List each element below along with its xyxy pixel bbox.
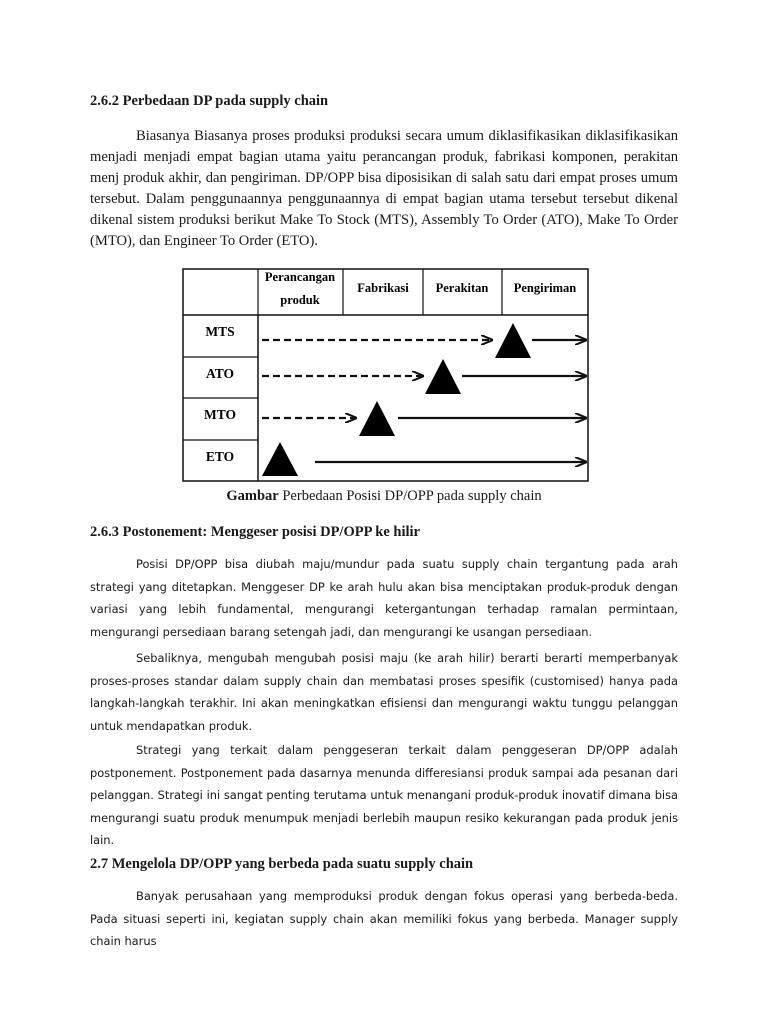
row-label-ato: ATO (205, 366, 235, 381)
paragraph-postonement-1: Posisi DP/OPP bisa diubah maju/mundur pada suatu supply chain tergantung pada arah strategi yang ditetapkan. Menggeser DP ke arah hulu akan bisa menciptakan produk-produk dengan variasi yang lebih fundamental, mengurangi ketergantungan terhadap ramalan permintaan, mengurangi persediaan barang setengah jadi, dan mengurangi ke usangan persediaan. (90, 557, 678, 639)
paragraph-dp-classification: Biasanya Biasanya proses produksi produksi secara umum diklasifikasikan diklasifikasikan menjadi menjadi empat bagian utama yaitu perancangan produk, fabrikasi komponen, perakitan menj produk akhir, dan pengiriman. DP/OPP bisa diposisikan di salah satu dari empat proses umum tersebut. Dalam penggunaannya penggunaannya di empat bagian utama tersebut tersebut dikenal dikenal sistem produksi berikut Make To Stock (MTS), Assembly To Order (ATO), Make To Order (MTO), dan Engineer To Order (ETO). (90, 128, 678, 249)
paragraph-managing-dp: Banyak perusahaan yang memproduksi produk dengan fokus operasi yang berbeda-beda. Pada situasi seperti ini, kegiatan supply chain akan memiliki fokus yang berbeda. Manager supply chain harus (90, 889, 678, 948)
header-pengiriman: Pengiriman (513, 281, 577, 295)
section-heading-2-7: 2.7 Mengelola DP/OPP yang berbeda pada suatu supply chain (90, 856, 474, 872)
caption-text: Perbedaan Posisi DP/OPP pada supply chain (278, 488, 542, 504)
header-perancangan: Perancangan (264, 270, 336, 284)
header-produk: produk (280, 293, 320, 307)
row-label-mts: MTS (205, 324, 235, 339)
header-fabrikasi: Fabrikasi (357, 281, 409, 295)
row-label-eto: ETO (205, 449, 235, 464)
paragraph-postonement-3: Strategi yang terkait dalam penggeseran terkait dalam penggeseran DP/OPP adalah postponement. Postponement pada dasarnya menunda differesiansi produk sampai ada pesanan dari pelanggan. Strategi ini sangat penting terutama untuk menangani produk-produk inovatif dimana bisa mengurangi suatu produk menumpuk menjadi berlebih maupun resiko kekurangan pada produk jenis lain. (90, 743, 678, 847)
paragraph-postonement-2: Sebaliknya, mengubah mengubah posisi maju (ke arah hilir) berarti berarti memperbanyak proses-proses standar dalam supply chain dan membatasi proses spesifik (customised) hanya pada langkah-langkah terakhir. Ini akan meningkatkan efisiensi dan mengurangi waktu tunggu pelanggan untuk mendapatkan produk. (90, 651, 678, 733)
section-heading-2-6-3: 2.6.3 Postonement: Menggeser posisi DP/OPP ke hilir (90, 524, 420, 540)
section-heading-2-6-2: 2.6.2 Perbedaan DP pada supply chain (90, 93, 329, 109)
row-label-mto: MTO (203, 407, 237, 422)
header-perakitan: Perakitan (435, 281, 489, 295)
figure-caption (90, 488, 678, 505)
caption-label: Gambar (226, 488, 279, 504)
dp-opp-position-figure (182, 268, 589, 482)
